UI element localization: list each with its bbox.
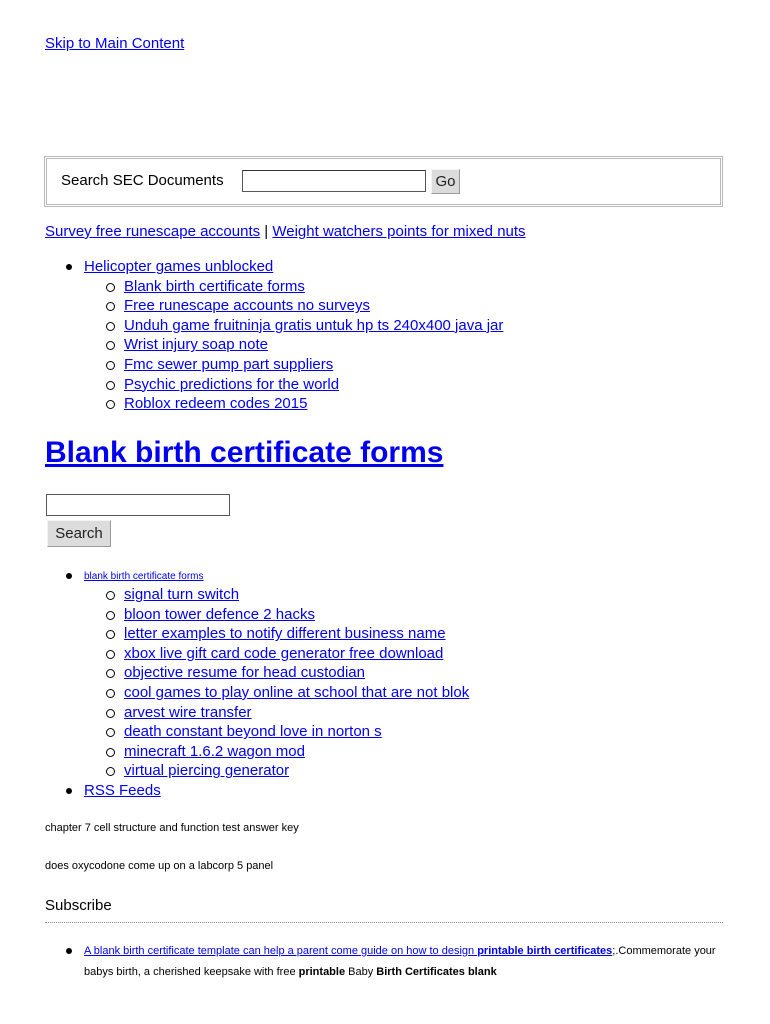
top-nav-link[interactable]: Free runescape accounts no surveys [124,297,370,315]
bold-text: printable [298,966,346,978]
keyword-link[interactable]: bloon tower defence 2 hacks [124,605,315,623]
list-item [124,335,503,355]
list-item [124,761,469,781]
list-item [124,355,503,375]
list-item [124,277,503,297]
top-nav-link[interactable]: Roblox redeem codes 2015 [124,395,308,413]
list-item [124,703,469,723]
keyword-link[interactable]: objective resume for head custodian [124,664,365,682]
sublist-container [84,277,503,414]
helicopter-games-link[interactable]: Helicopter games unblocked [84,258,274,275]
sec-search-label: Search SEC Documents [61,172,224,189]
keyword-link[interactable]: letter examples to notify different business name [124,625,446,643]
bold-text: Birth Certificates blank [376,966,497,978]
keyword-link[interactable]: minecraft 1.6.2 wagon mod [124,742,305,760]
top-nav-link[interactable]: Psychic predictions for the world [124,375,340,393]
birth-template-link[interactable]: A blank birth certificate template can help a parent come guide on how to design [84,945,478,957]
keyword-link[interactable]: cool games to play online at school that are not blok [124,683,470,701]
plain-text: does oxycodone come up on a labcorp 5 panel [45,860,274,872]
top-nav-link[interactable]: Blank birth certificate forms [124,277,305,295]
list-item [124,296,503,316]
list-item [124,316,503,336]
page-title [45,436,443,470]
plain-text: chapter 7 cell structure and function test answer key [45,822,299,834]
go-button[interactable]: Go [431,169,460,194]
list-item [124,683,469,703]
list-item [84,257,503,277]
top-nav-link[interactable]: Wrist injury soap note [124,336,268,354]
rss-feeds-link[interactable]: RSS Feeds [84,781,161,799]
top-nav-sublist [84,277,503,414]
weight-watchers-link[interactable]: Weight watchers points for mixed nuts [272,223,526,240]
search-input[interactable] [46,494,230,516]
keyword-link[interactable]: virtual piercing generator [124,762,290,780]
list-item [84,781,469,801]
body-text: ;.Commemorate your babys birth, a cherished keepsake with free [84,945,716,978]
list-item [124,742,469,762]
list-item [124,394,503,414]
list-item [84,568,469,585]
top-nav-link[interactable]: Fmc sewer pump part suppliers [124,355,334,373]
subscribe-heading: Subscribe [45,897,112,914]
keyword-list [84,568,469,801]
keyword-link[interactable]: arvest wire transfer [124,703,252,721]
list-item [124,624,469,644]
divider [45,922,723,923]
skip-to-main-link[interactable]: Skip to Main Content [45,35,185,52]
top-nav-list [84,257,503,414]
survey-links [45,223,526,240]
link-separator: | [264,223,269,240]
list-item [124,585,469,605]
printable-birth-certificates-link[interactable]: printable birth certificates [477,945,613,957]
list-item [124,375,503,395]
list-item [124,663,469,683]
top-nav-link[interactable]: Unduh game fruitninja gratis untuk hp ts 240x400 java jar [124,316,504,334]
list-item [124,605,469,625]
search-button[interactable]: Search [47,520,111,547]
sec-search-input[interactable] [242,170,426,192]
keyword-sublist [84,585,469,781]
subscribe-item [84,941,734,983]
sec-search-panel [44,156,723,207]
list-item [124,644,469,664]
keyword-link[interactable]: xbox live gift card code generator free download [124,644,444,662]
list-item [124,722,469,742]
survey-runescape-link[interactable]: Survey free runescape accounts [45,223,261,240]
body-text: Baby [345,966,377,978]
keyword-link[interactable]: signal turn switch [124,586,240,603]
keyword-link[interactable]: death constant beyond love in norton s [124,723,382,741]
keyword-parent-link[interactable]: blank birth certificate forms [84,571,204,582]
page-title-link[interactable]: Blank birth certificate forms [45,436,444,469]
sublist-container [84,585,469,781]
